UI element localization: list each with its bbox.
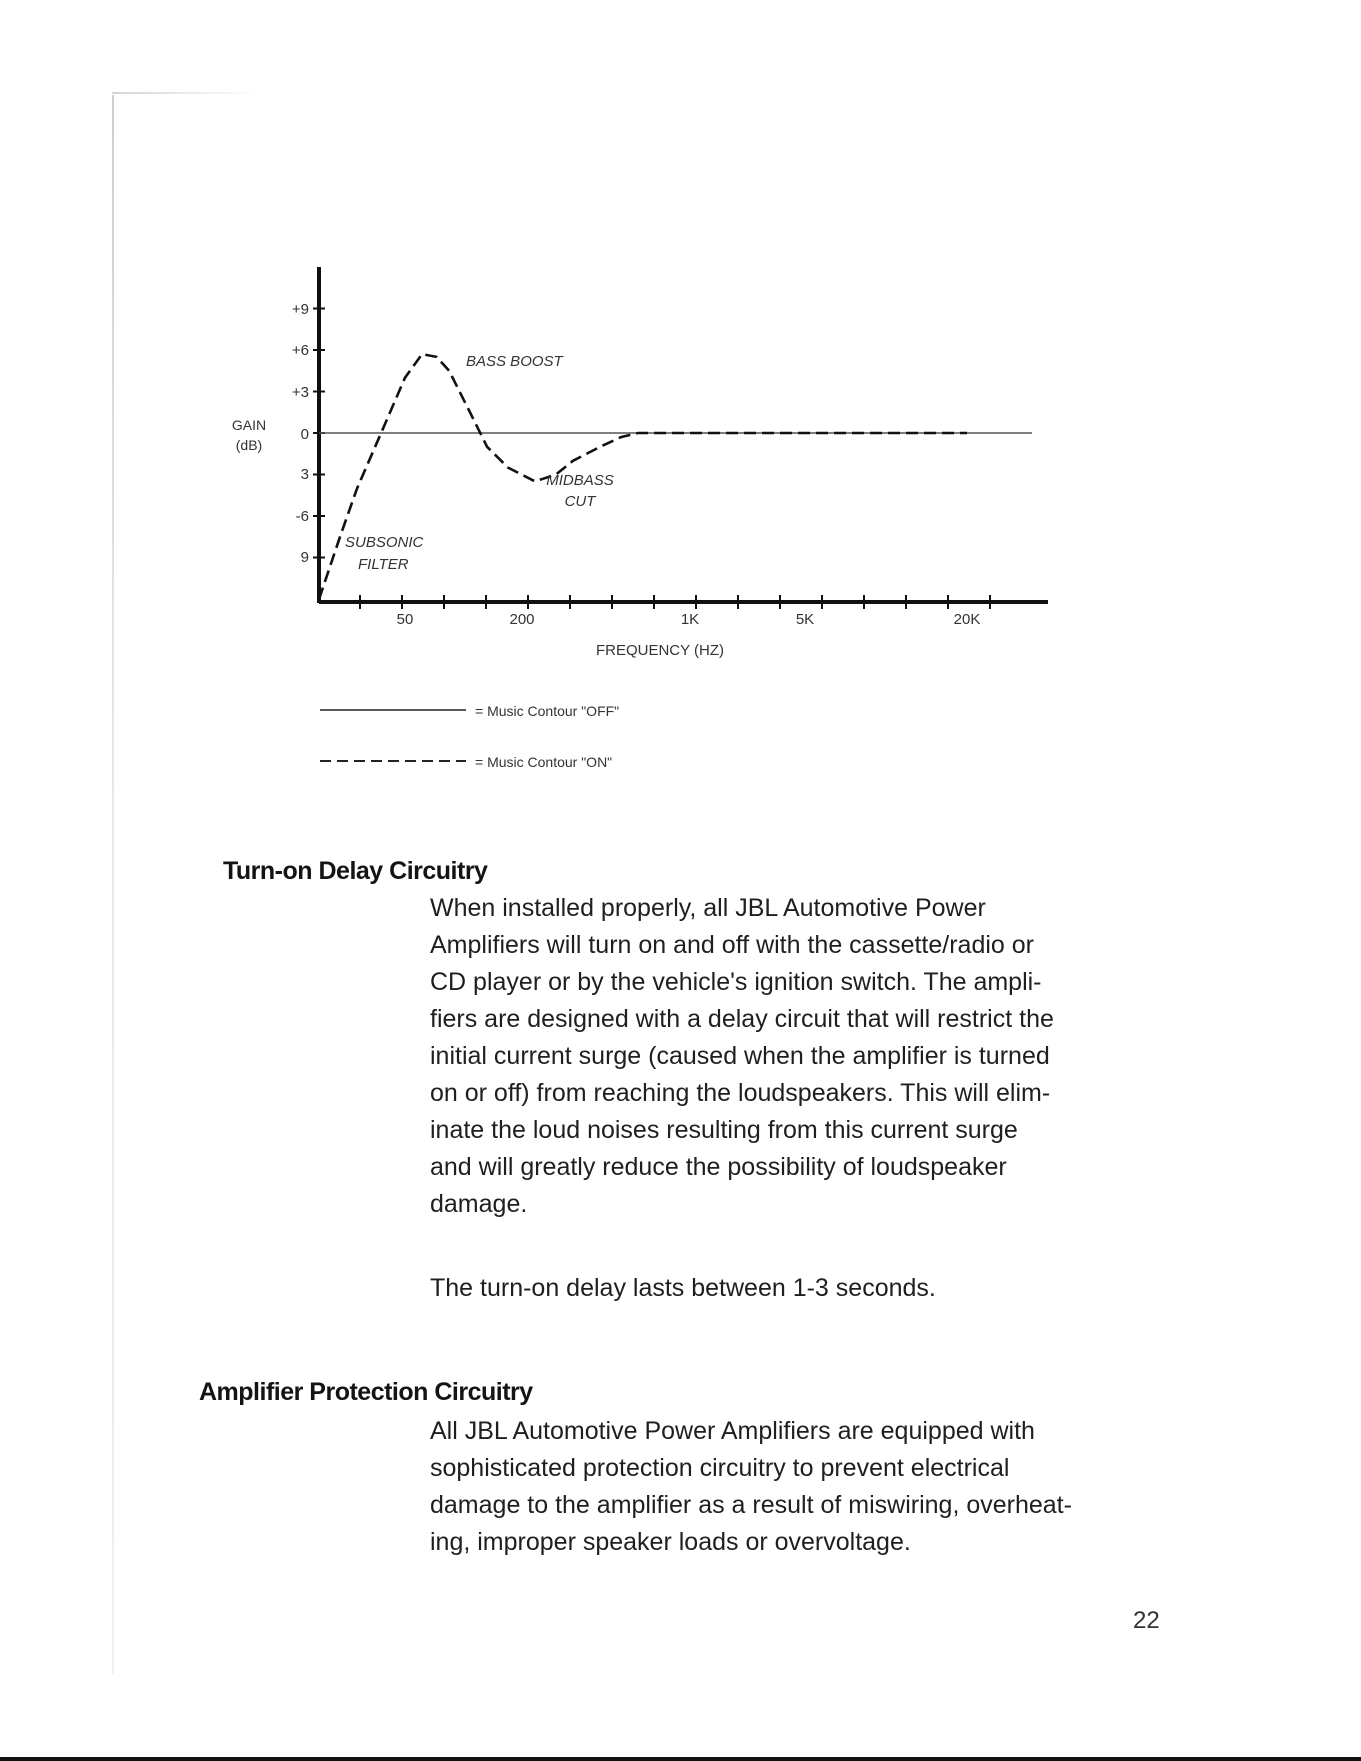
x-tick-label: 200 — [509, 611, 535, 628]
y-tick-label: +6 — [291, 342, 309, 359]
text-line: Amplifiers will turn on and off with the cassette/radio or — [430, 931, 1034, 959]
x-axis-label: FREQUENCY (HZ) — [595, 642, 725, 659]
section-heading-turn-on-delay: Turn-on Delay Circuitry — [223, 857, 488, 885]
text-line: initial current surge (caused when the amplifier is turned — [430, 1042, 1050, 1070]
y-axis-label-gain: GAIN — [231, 417, 267, 433]
section-body-turn-on-delay — [430, 890, 1150, 1223]
x-tick-label: 1K — [680, 611, 700, 628]
text-line: When installed properly, all JBL Automotive Power — [430, 894, 986, 922]
chart-legend — [320, 703, 619, 770]
text-line: damage. — [430, 1190, 528, 1218]
y-tick-labels — [292, 301, 309, 566]
annotation-filter: FILTER — [358, 556, 409, 573]
y-axis-label-units: (dB) — [235, 437, 263, 453]
page-number: 22 — [1133, 1607, 1160, 1634]
annotation-cut: CUT — [564, 493, 596, 510]
annotation-bass-boost: BASS BOOST — [466, 353, 563, 370]
x-tick-labels — [397, 611, 981, 628]
chart-annotations — [345, 353, 614, 573]
text-line: damage to the amplifier as a result of miswiring, overheat- — [430, 1491, 1072, 1519]
legend-label-off: = Music Contour "OFF" — [475, 703, 620, 719]
text-line: inate the loud noises resulting from this current surge — [430, 1116, 1018, 1144]
y-tick-label: 3 — [300, 466, 309, 483]
x-tick-label: 5K — [795, 611, 815, 628]
series-line-contour-on — [319, 354, 967, 599]
chart-axes — [313, 267, 1048, 609]
section-body-amplifier-protection — [430, 1413, 1150, 1561]
annotation-subsonic: SUBSONIC — [345, 534, 424, 551]
y-tick-label: +9 — [291, 301, 309, 318]
y-tick-label: 9 — [300, 549, 309, 566]
section-body-turn-on-delay-duration — [430, 1270, 1150, 1307]
scan-bottom-edge — [0, 1757, 1361, 1761]
frequency-response-chart — [0, 0, 1361, 800]
text-line: The turn-on delay lasts between 1-3 seconds. — [430, 1274, 936, 1302]
y-tick-label: -6 — [295, 508, 309, 525]
y-tick-label: 0 — [300, 426, 309, 443]
text-line: ing, improper speaker loads or overvoltage. — [430, 1528, 911, 1556]
text-line: on or off) from reaching the loudspeakers. This will elim- — [430, 1079, 1051, 1107]
text-line: fiers are designed with a delay circuit that will restrict the — [430, 1005, 1054, 1033]
y-tick-label: +3 — [291, 384, 309, 401]
annotation-midbass: MIDBASS — [546, 472, 614, 489]
section-heading-amplifier-protection: Amplifier Protection Circuitry — [199, 1378, 533, 1406]
x-tick-label: 20K — [953, 611, 981, 628]
x-tick-label: 50 — [396, 611, 414, 628]
chart-series — [319, 354, 1032, 599]
text-line: CD player or by the vehicle's ignition switch. The ampli- — [430, 968, 1042, 996]
text-line: and will greatly reduce the possibility of loudspeaker — [430, 1153, 1007, 1181]
text-line: sophisticated protection circuitry to prevent electrical — [430, 1454, 1010, 1482]
legend-label-on: = Music Contour "ON" — [475, 754, 613, 770]
y-axis-label — [232, 417, 266, 453]
text-line: All JBL Automotive Power Amplifiers are equipped with — [430, 1417, 1035, 1445]
